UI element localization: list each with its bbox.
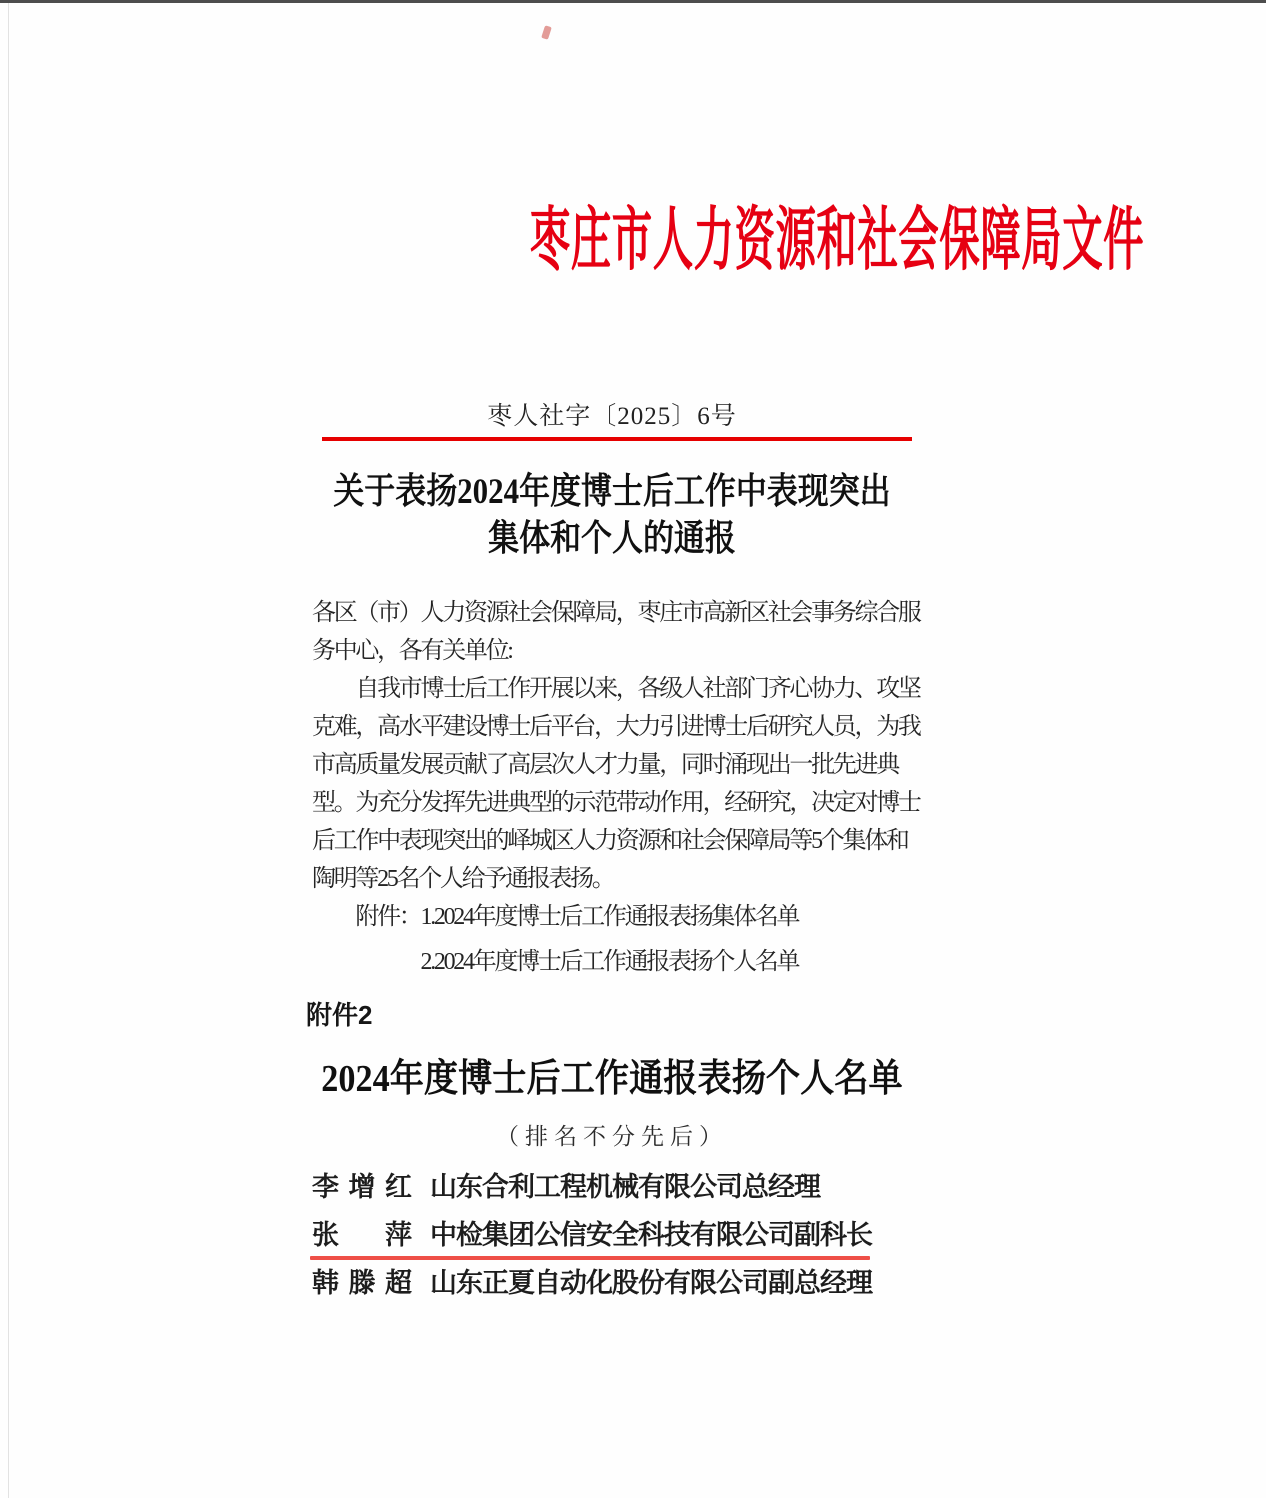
roster-row [312, 1170, 932, 1218]
body-line: 务中心，各有关单位: [312, 638, 512, 664]
attachment-2-label: 附件2 [306, 1000, 373, 1030]
person-position: 山东合利工程机械有限公司总经理 [430, 1172, 820, 1202]
body-line: 型。为充分发挥先进典型的示范带动作用，经研究，决定对博士 [312, 790, 920, 816]
person-position: 中检集团公信安全科技有限公司副科长 [430, 1220, 872, 1250]
document-title-line-2: 集体和个人的通报 [488, 518, 736, 558]
body-line: 克难，高水平建设博士后平台，大力引进博士后研究人员，为我 [312, 714, 920, 740]
issuing-authority-title: 枣庄市人力资源和社会保障局文件 [529, 202, 1145, 278]
body-line: 后工作中表现突出的峄城区人力资源和社会保障局等5个集体和 [312, 828, 908, 854]
red-separator-rule [322, 437, 912, 441]
attachment-list-line-1: 附件：1.2024年度博士后工作通报表扬集体名单 [312, 904, 799, 930]
roster-list [312, 1170, 932, 1314]
red-highlight-underline [310, 1256, 870, 1260]
body-line: 陶明等25名个人给予通报表扬。 [312, 866, 614, 892]
document-reference-number: 枣人社字〔2025〕6号 [487, 403, 737, 430]
roster-title-text: 2024年度博士后工作通报表扬个人名单 [321, 1058, 903, 1100]
document-title [162, 468, 1062, 562]
roster-title [162, 1055, 1062, 1103]
red-header-banner [312, 188, 1145, 292]
scan-top-edge-line [0, 0, 1266, 3]
scan-red-speck [541, 25, 552, 40]
scan-left-edge-line [8, 3, 9, 1498]
document-body [312, 594, 922, 981]
person-name: 李增红 [312, 1172, 412, 1202]
roster-row [312, 1266, 932, 1314]
body-line: 自我市博士后工作开展以来，各级人社部门齐心协力、攻坚 [312, 676, 920, 702]
person-position: 山东正夏自动化股份有限公司副总经理 [430, 1268, 872, 1298]
person-name: 张萍 [312, 1220, 412, 1250]
person-name: 韩滕超 [312, 1268, 412, 1298]
document-title-line-1: 关于表扬2024年度博士后工作中表现突出 [333, 471, 891, 511]
body-line: 各区（市）人力资源社会保障局，枣庄市高新区社会事务综合服 [312, 600, 920, 626]
roster-subtitle: （排名不分先后） [496, 1124, 728, 1149]
body-line: 市高质量发展贡献了高层次人才力量，同时涌现出一批先进典 [312, 752, 898, 778]
attachment-list-line-2: 2.2024年度博士后工作通报表扬个人名单 [312, 949, 799, 975]
